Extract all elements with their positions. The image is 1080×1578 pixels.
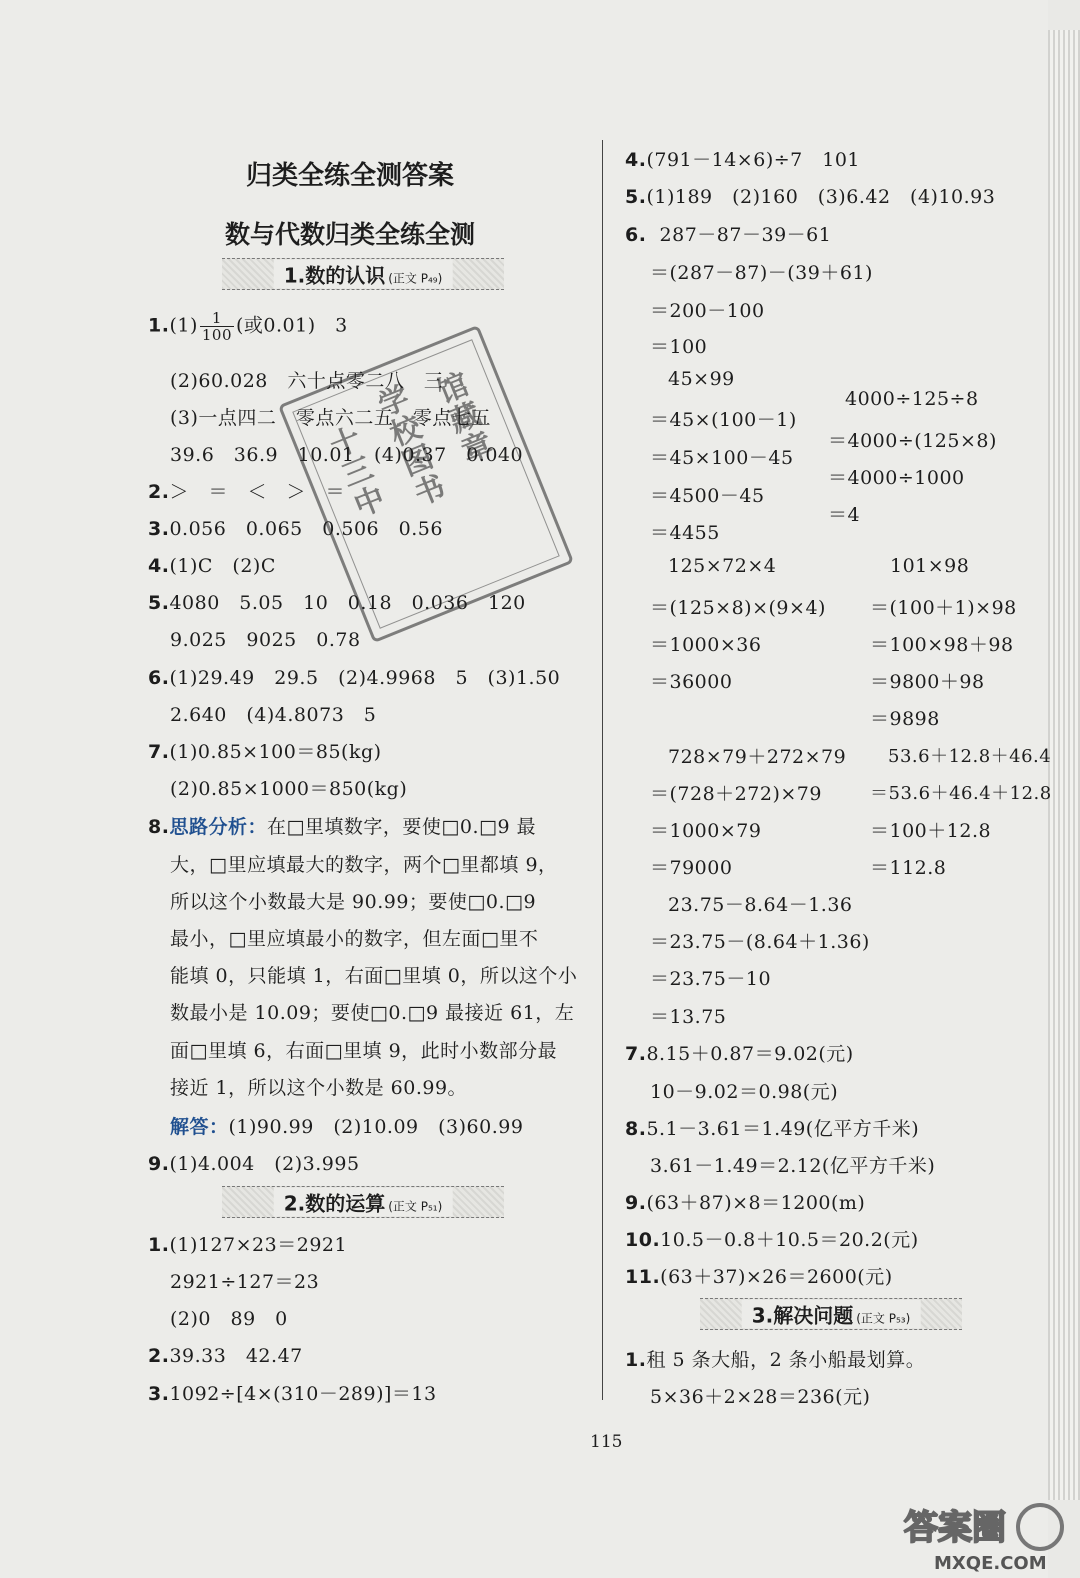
- section-header-2: 2.数的运算 (正文 P₅₁): [222, 1186, 504, 1218]
- answer-line: 解答：(1)90.99 (2)10.09 (3)60.99: [170, 1116, 524, 1138]
- answer-line: 2.39.33 42.47: [148, 1345, 303, 1367]
- answer-line: 8.思路分析：在□里填数字，要使□0.□9 最: [148, 816, 537, 838]
- answer-line: 4.(791－14×6)÷7 101: [625, 149, 861, 171]
- answer-line: 101×98: [890, 555, 970, 577]
- answer-line: 1.(1) $\frac{1}{100}$ (或0.01) 3: [148, 309, 348, 344]
- answer-line: 5.4080 5.05 10 0.18 0.036 120: [148, 592, 526, 614]
- answer-line: 最小，□里应填最小的数字，但左面□里不: [170, 928, 539, 950]
- answer-line: ＝1000×36: [650, 634, 762, 656]
- library-stamp: 十三中 学校图书 馆藏章: [278, 325, 574, 643]
- answer-line: ＝9800＋98: [870, 671, 985, 693]
- page-subtitle: 数与代数归类全练全测: [224, 220, 475, 249]
- page-number: 115: [590, 1432, 623, 1452]
- answer-line: ＝9898: [870, 708, 940, 730]
- answer-line: 接近 1，所以这个小数是 60.99。: [170, 1077, 468, 1099]
- answer-line: ＝(100＋1)×98: [870, 597, 1017, 619]
- answer-line: 125×72×4: [668, 555, 777, 577]
- answer-line: 2.640 (4)4.8073 5: [170, 704, 377, 726]
- answer-line: ＝13.75: [650, 1006, 727, 1028]
- section-header-3: 3.解决问题 (正文 P₅₃): [700, 1298, 962, 1330]
- answer-line: ＝53.6＋46.4＋12.8: [870, 783, 1052, 804]
- answer-line: 3.0.056 0.065 0.506 0.56: [148, 518, 443, 540]
- answer-line: ＝(728＋272)×79: [650, 783, 822, 805]
- answer-line: 23.75－8.64－1.36: [668, 894, 853, 916]
- book-page-edge: [1048, 30, 1080, 1500]
- answer-line: ＝1000×79: [650, 820, 762, 842]
- answer-line: 能填 0，只能填 1，右面□里填 0，所以这个小: [170, 965, 578, 987]
- answer-line: 7.8.15＋0.87＝9.02(元): [625, 1043, 854, 1065]
- answer-line: ＝100＋12.8: [870, 820, 992, 842]
- answer-line: ＝4000÷(125×8): [828, 430, 997, 452]
- answer-line: (3)一点四二 零点六二五 零点七五: [170, 407, 491, 429]
- answer-line: 9.025 9025 0.78: [170, 629, 361, 651]
- answer-line: ＝200－100: [650, 300, 765, 322]
- svg-text:MXQE.COM: MXQE.COM: [934, 1553, 1047, 1574]
- answer-line: 4.(1)C (2)C: [148, 555, 276, 577]
- answer-line: 4000÷125÷8: [845, 388, 979, 410]
- answer-line: 3.1092÷[4×(310－289)]＝13: [148, 1383, 437, 1405]
- answer-line: 53.6＋12.8＋46.4: [888, 746, 1052, 767]
- answer-line: 1.(1)127×23＝2921: [148, 1234, 348, 1256]
- answer-line: 6.(1)29.49 29.5 (2)4.9968 5 (3)1.50: [148, 667, 561, 689]
- answer-line: ＝79000: [650, 857, 733, 879]
- answer-line: 728×79＋272×79: [668, 746, 847, 768]
- answer-line: 5×36＋2×28＝236(元): [650, 1386, 871, 1408]
- answer-line: 11.(63＋37)×26＝2600(元): [625, 1266, 893, 1288]
- answer-line: ＝(125×8)×(9×4): [650, 597, 826, 619]
- watermark-logo: [900, 1495, 1070, 1575]
- answer-line: 8.5.1－3.61＝1.49(亿平方千米): [625, 1118, 920, 1140]
- answer-line: 3.61－1.49＝2.12(亿平方千米): [650, 1155, 936, 1177]
- answer-line: ＝23.75－(8.64＋1.36): [650, 931, 870, 953]
- fraction: $\frac{1}{100}$: [201, 309, 233, 344]
- answer-line: ＝45×100－45: [650, 447, 794, 469]
- answer-line: ＝4455: [650, 522, 720, 544]
- answer-line: ＝100: [650, 336, 708, 358]
- answer-line: ＝(287－87)－(39＋61): [650, 262, 873, 284]
- answer-line: 7.(1)0.85×100＝85(kg): [148, 741, 382, 763]
- answer-line: ＝100×98＋98: [870, 634, 1014, 656]
- answer-line: (2)0 89 0: [170, 1308, 288, 1330]
- answer-line: ＝4000÷1000: [828, 467, 965, 489]
- answer-line: (2)60.028 六十点零二八 三: [170, 370, 444, 392]
- answer-line: 45×99: [668, 368, 735, 390]
- answer-line: 9.(1)4.004 (2)3.995: [148, 1153, 360, 1175]
- answer-line: 2921÷127＝23: [170, 1271, 320, 1293]
- answer-line: ＝23.75－10: [650, 968, 772, 990]
- answer-line: 10.10.5－0.8＋10.5＝20.2(元): [625, 1229, 919, 1251]
- answer-line: ＝4: [828, 504, 861, 526]
- answer-line: ＝45×(100－1): [650, 409, 797, 431]
- answer-line: ＝112.8: [870, 857, 947, 879]
- answer-line: 39.6 36.9 10.01 (4)0.37 0.040: [170, 444, 524, 466]
- svg-text:答案圈: 答案圈: [904, 1508, 1006, 1548]
- answer-line: 6. 287－87－39－61: [625, 224, 832, 246]
- answer-line: 大，□里应填最大的数字，两个□里都填 9，: [170, 854, 558, 876]
- answer-line: (2)0.85×1000＝850(kg): [170, 778, 408, 800]
- answer-line: 数最小是 10.09；要使□0.□9 最接近 61，左: [170, 1002, 575, 1024]
- answer-line: 1.租 5 条大船，2 条小船最划算。: [625, 1349, 926, 1371]
- answer-line: 5.(1)189 (2)160 (3)6.42 (4)10.93: [625, 186, 996, 208]
- answer-line: 面□里填 6，右面□里填 9，此时小数部分最: [170, 1040, 558, 1062]
- column-divider: [602, 140, 603, 1400]
- answer-line: 2.＞ ＝ ＜ ＞ ＝: [148, 481, 345, 503]
- answer-line: ＝36000: [650, 671, 733, 693]
- answer-line: 9.(63＋87)×8＝1200(m): [625, 1192, 866, 1214]
- answer-line: ＝4500－45: [650, 485, 765, 507]
- answer-line: 所以这个小数最大是 90.99；要使□0.□9: [170, 891, 537, 913]
- section-header-1: 1.数的认识 (正文 P₄₉): [222, 258, 504, 290]
- answer-line: 10－9.02＝0.98(元): [650, 1081, 839, 1103]
- page-title: 归类全练全测答案: [245, 161, 454, 191]
